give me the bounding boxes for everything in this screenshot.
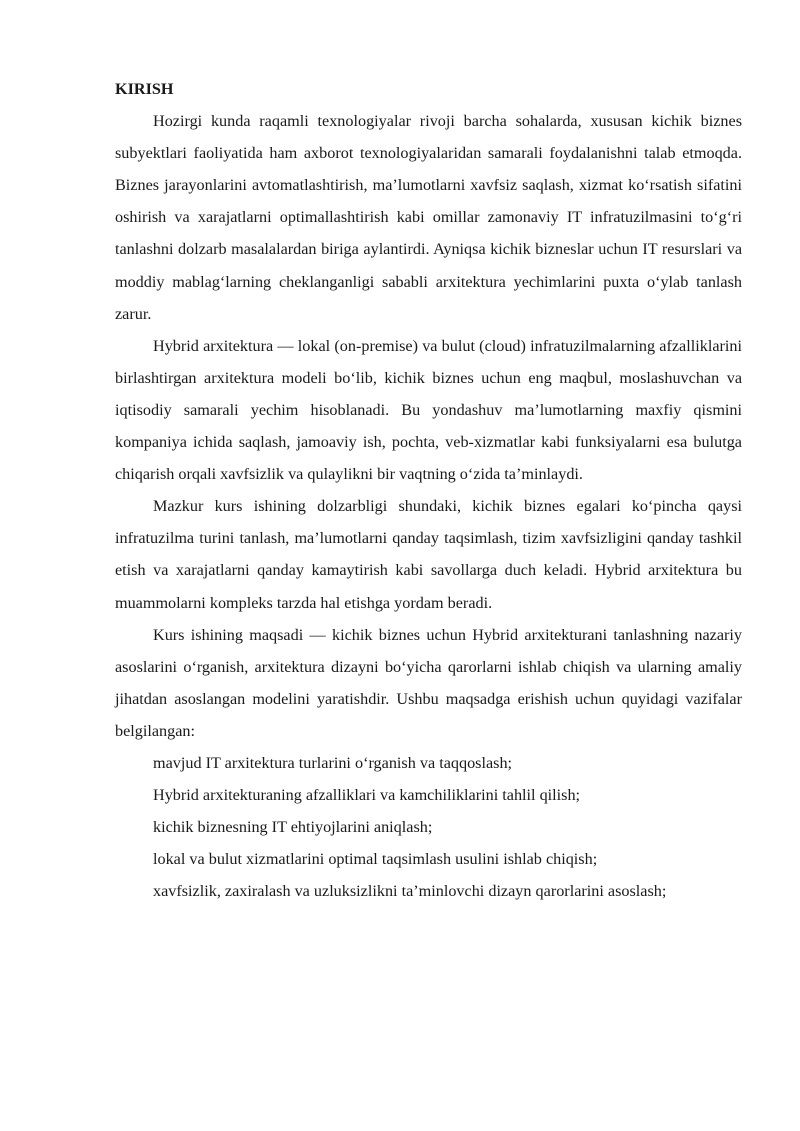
paragraph-relevance: Mazkur kurs ishining dolzarbligi shundaki, kichik biznes egalari ko‘pincha qaysi infratuzilma turini tanlash, ma’lumotlarni qanday taqsimlash, tizim xavfsizligini qanday tashkil etish va xarajatlarni qanday kamaytirish kabi savollarga duch keladi. Hybrid arxitektura bu muammolarni kompleks tarzda hal etishga yordam beradi. [115, 497, 742, 612]
task-item: mavjud IT arxitektura turlarini o‘rganish va taqqoslash; [153, 753, 513, 772]
task-item: xavfsizlik, zaxiralash va uzluksizlikni ta’minlovchi dizayn qarorlarini asoslash; [153, 882, 667, 901]
section-heading: KIRISH [115, 80, 174, 98]
paragraph-intro: Hozirgi kunda raqamli texnologiyalar rivoji barcha sohalarda, xususan kichik biznes subyektlari faoliyatida ham axborot texnologiyalaridan samarali foydalanishni talab etmoqda. Biznes jarayonlarini avtomatlashtirish, ma’lumotlarni xavfsiz saqlash, xizmat ko‘rsatish sifatini oshirish va xarajatlarni optimallashtirish kabi omillar zamonaviy IT infratuzilmasini to‘g‘ri tanlashni dolzarb masalalardan biriga aylantirdi. Ayniqsa kichik bizneslar uchun IT resurslari va moddiy mablag‘larning cheklanganligi sababli arxitektura yechimlarini puxta o‘ylab tanlash zarur. [115, 112, 742, 323]
paragraph-goal: Kurs ishining maqsadi — kichik biznes uchun Hybrid arxitekturani tanlashning nazariy asoslarini o‘rganish, arxitektura dizayni bo‘yicha qarorlarni ishlab chiqish va ularning amaliy jihatdan asoslangan modelini yaratishdir. Ushbu maqsadga erishish uchun quyidagi vazifalar belgilangan: [115, 625, 742, 740]
task-item: kichik biznesning IT ehtiyojlarini aniqlash; [153, 818, 433, 837]
task-item: lokal va bulut xizmatlarini optimal taqsimlash usulini ishlab chiqish; [153, 850, 598, 869]
document-page [115, 73, 742, 907]
paragraph-hybrid-definition: Hybrid arxitektura — lokal (on-premise) va bulut (cloud) infratuzilmalarning afzalliklarini birlashtirgan arxitektura modeli bo‘lib, kichik biznes uchun eng maqbul, moslashuvchan va iqtisodiy samarali yechim hisoblanadi. Bu yondashuv ma’lumotlarning maxfiy qismini kompaniya ichida saqlash, jamoaviy ish, pochta, veb-xizmatlar kabi funksiyalarni esa bulutga chiqarish orqali xavfsizlik va qulaylikni bir vaqtning o‘zida ta’minlaydi. [115, 336, 742, 484]
task-item: Hybrid arxitekturaning afzalliklari va kamchiliklarini tahlil qilish; [153, 786, 581, 805]
